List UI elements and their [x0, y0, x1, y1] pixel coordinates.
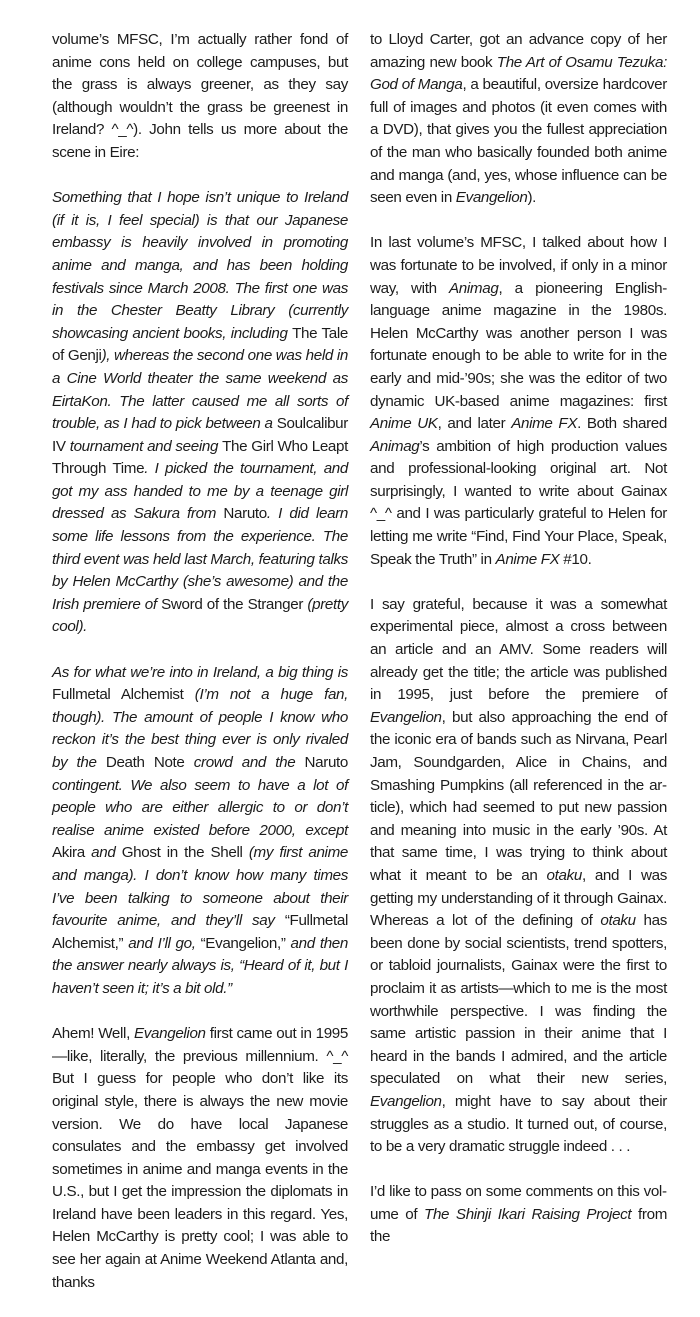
roman-text: Ghost in the Shell [121, 844, 243, 862]
italic-text: Evangelion [455, 189, 528, 207]
italic-text: Animag [449, 279, 499, 297]
italic-text: . I did learn some life lessons from the experience. The third event was held last March, featuring talks by Helen McCarthy (she’s awesome) and the Irish premiere of [52, 505, 348, 613]
paragraph [52, 29, 348, 165]
italic-text: ), whereas the second one was held in a Cine World theater the same weekend as EirtaKon. The latter caused me all sorts of trouble, as I had to pick between a [52, 347, 348, 433]
paragraph [52, 662, 348, 1001]
roman-text: Fullmetal Alchemist [52, 686, 184, 704]
italic-text: (I’m not a huge fan, though). The amount of people I know who reckon it’s the best thing ever is only rivaled by the [52, 686, 349, 771]
roman-text: from the [370, 1205, 667, 1246]
italic-text: . I picked the tournament, and got my ass handed to me by a teenage girl dressed as Sakura from [52, 460, 348, 523]
roman-text: to Lloyd Carter, got an advance copy of her amazing new book [370, 31, 667, 71]
italic-text: otaku [546, 866, 582, 884]
paragraph [370, 594, 667, 1159]
italic-text: Anime FX [511, 415, 578, 433]
roman-text: I’d like to pass on some comments on this volume of [370, 1183, 667, 1223]
paragraph [370, 29, 667, 210]
roman-text: Death Note [105, 754, 185, 771]
roman-text: . Both shared [577, 415, 667, 433]
roman-text: In last volume’s MFSC, I talked about how I was fortunate to be involved, if only in a minor way, with [370, 234, 667, 297]
italic-text: crowd and the [184, 754, 305, 771]
roman-text: volume’s MFSC, I’m actually rather fond of anime cons held on college campuses, but the grass is always greener, as they say (although wouldn’t the grass be greenest in Ireland? ^_^). John tells us more about the scene in Eire: [52, 31, 348, 161]
italic-text: The Shinji Ikari Raising Project [424, 1205, 632, 1223]
italic-text: The Art of Osamu Tezuka: God of Manga [370, 53, 667, 94]
roman-text: first came out in 1995—like, literally, the previous millennium. ^_^ But I guess for people who don’t like its original style, there is always the new movie version. We do have local Japanese consulates and the embassy get involved sometimes in anime and manga events in the U.S., but I get the impression the diplomats in Ireland have been leaders in this regard. Yes, Helen McCarthy is pretty cool; I was able to see her again at Anime Weekend Atlanta and, thanks [52, 1025, 348, 1291]
roman-text: I say grateful, because it was a somewhat experimental piece, almost a cross between an article and an AMV. Some readers will already get the title; the article was published in 1995, just before the premiere of [370, 595, 667, 704]
italic-text: and then the answer nearly always is, “Heard of it, but I haven’t seen it; it’s a bit old.” [52, 934, 348, 997]
paragraph [370, 232, 667, 571]
roman-text: , but also approaching the end of the iconic era of bands such as Nirvana, Pearl Jam, Soundgarden, Alice in Chains, and Smashing Pumpkins (all referenced in the article), which had seemed to put new passion and meaning into music in the early ’90s. At that same time, I was trying to think about what it meant to be an [370, 708, 667, 884]
paragraph [52, 1023, 348, 1294]
roman-text: Sword of the Stranger [161, 595, 304, 613]
roman-text: #10. [559, 550, 592, 568]
roman-text: Naruto [304, 754, 349, 771]
italic-text: Evangelion [134, 1025, 206, 1043]
paragraph [52, 187, 348, 639]
roman-text: ’s ambition of high production values and professional-looking original art. Not surprisingly, I wanted to write about Gainax ^_^ and I was particularly grateful to Helen for letting me write “Find, Find Your Place, Speak, Speak the Truth” in [370, 437, 667, 568]
italic-text: (my first anime and manga). I don’t know how many times I’ve been talking to someone about their favourite anime, and they’ll say [52, 844, 348, 930]
left-column [52, 29, 348, 1317]
italic-text: (pretty cool). [52, 595, 348, 636]
italic-text: As for what we’re into in Ireland, a big thing is [52, 663, 348, 681]
roman-text: “Evangelion,” [200, 934, 286, 952]
roman-text: ). [527, 189, 537, 207]
roman-text: Ahem! Well, [52, 1025, 134, 1043]
roman-text: , a beautiful, oversize hardcover full of images and photos (it even comes with a DVD), that gives you the fullest appreciation of the man who basically founded both anime and manga (and, yes, whose influence can be seen even in [370, 76, 667, 207]
italic-text: and [84, 844, 122, 862]
italic-text: Something that I hope isn’t unique to Ireland (if it is, I feel special) is that our Japanese embassy is heavily involved in promoting anime and manga, and has been holding festivals since March 2008. The first one was in the Chester Beatty Library (currently showcasing ancient books, including [52, 189, 348, 342]
roman-text: , a pioneering English-language anime magazine in the 1980s. Helen McCarthy was another person I was fortunate enough to be able to write for in the early and mid-’90s; she was the editor of two dynamic UK-based anime magazines: first [370, 279, 667, 410]
right-column [370, 29, 667, 1272]
italic-text: otaku [600, 912, 636, 930]
italic-text: Evangelion [370, 708, 442, 726]
roman-text: , and later [437, 415, 512, 433]
paragraph [370, 1181, 667, 1249]
roman-text: “Fullmetal Alchemist,” [52, 912, 348, 952]
roman-text: The Tale of Genji [52, 324, 348, 365]
roman-text: Soulcalibur IV [52, 415, 348, 455]
italic-text: and I’ll go, [123, 934, 201, 952]
roman-text: Akira [52, 844, 85, 862]
italic-text: Evangelion [370, 1092, 442, 1110]
roman-text: , might have to say about their struggles as a studio. It turned out, of course, to be a very dramatic struggle indeed . . . [370, 1092, 667, 1156]
italic-text: tournament and seeing [65, 437, 223, 455]
italic-text: Animag [370, 437, 420, 455]
roman-text: has been done by social scientists, trend spotters, or tabloid journalists, Gainax were the first to proclaim it as artists—which to me is the most worthwhile perspective. I was finding the same artistic passion in their anime that I heard in the bands I admired, and the article speculated on what their new series, [370, 912, 667, 1088]
roman-text: Naruto [223, 505, 267, 523]
roman-text: The Girl Who Leapt Through Time [52, 437, 348, 478]
italic-text: Anime FX [495, 550, 560, 568]
italic-text: Anime UK [370, 415, 438, 433]
italic-text: contingent. We also seem to have a lot of people who are either allergic to or don’t realise anime existed before 2000, except [52, 776, 348, 839]
roman-text: , and I was getting my understanding of it through Gainax. Whereas a lot of the defining of [370, 866, 667, 930]
